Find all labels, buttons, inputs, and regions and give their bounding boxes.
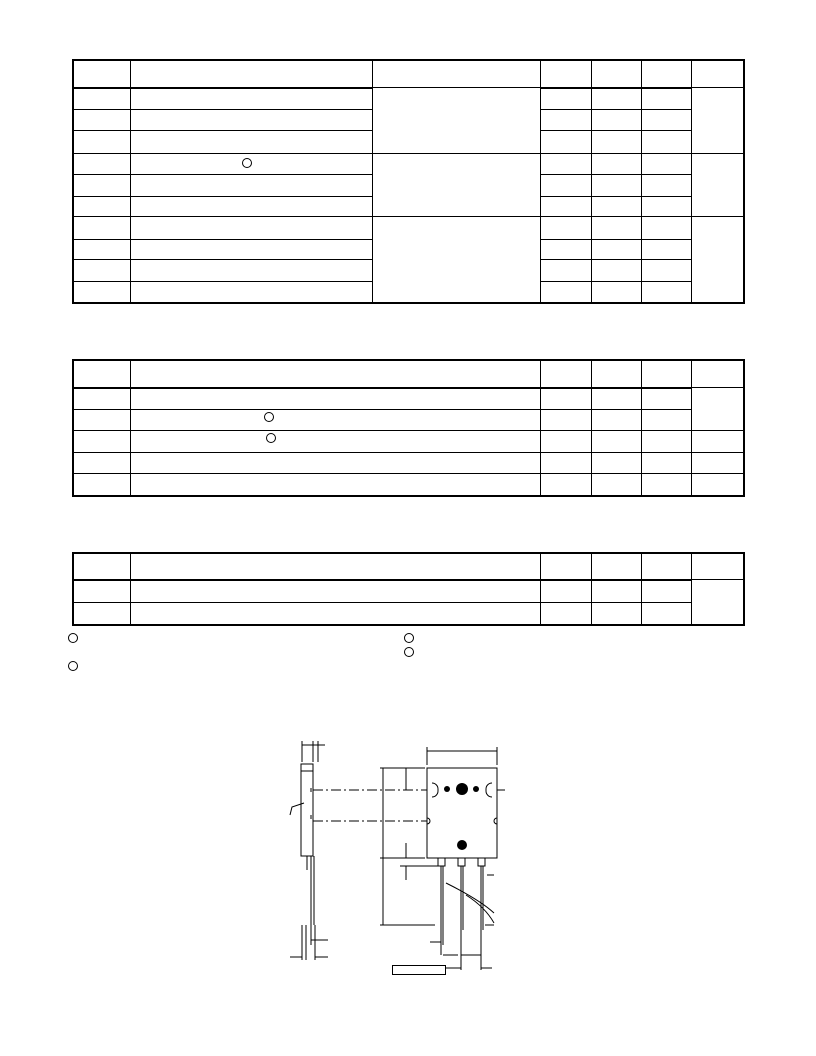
- table-1-col-rule: [372, 61, 373, 302]
- table-3-col-rule: [641, 554, 642, 624]
- table-3-col-rule: [591, 554, 592, 624]
- table-2-header-rule: [74, 387, 743, 389]
- table-1: [72, 59, 745, 304]
- note-1-marker: [68, 633, 78, 643]
- table-1-col-rule: [540, 61, 541, 302]
- part-label-box: [392, 965, 446, 975]
- table-3-header-rule: [74, 579, 743, 581]
- table-1-col-rule: [641, 61, 642, 302]
- table-2: [72, 359, 745, 497]
- note-3-marker: [404, 633, 414, 643]
- table-1-col-rule: [591, 61, 592, 302]
- note-4-marker: [404, 647, 414, 657]
- note-2-marker: [68, 661, 78, 671]
- table-2-row-rule: [74, 409, 743, 410]
- table-3-col-rule: [130, 554, 131, 624]
- table-2-row-rule: [74, 430, 743, 431]
- table-2-col-rule: [691, 361, 692, 495]
- table-1-col-rule: [130, 61, 131, 302]
- table-1-col-rule: [691, 61, 692, 302]
- table-2-col-rule: [591, 361, 592, 495]
- table-3-col-rule: [540, 554, 541, 624]
- note-marker-circle: [242, 158, 252, 168]
- table-2-col-rule: [540, 361, 541, 495]
- package-outline-drawing: [280, 735, 520, 980]
- table-2-row-rule: [74, 452, 743, 453]
- note-marker-circle: [264, 412, 274, 422]
- table-2-col-rule: [641, 361, 642, 495]
- table-2-row-rule: [74, 473, 743, 474]
- table-3: [72, 552, 745, 626]
- table-3-row-rule: [74, 602, 743, 603]
- note-marker-circle: [266, 433, 276, 443]
- side-view-body: [301, 764, 313, 856]
- table-2-col-rule: [130, 361, 131, 495]
- table-3-col-rule: [691, 554, 692, 624]
